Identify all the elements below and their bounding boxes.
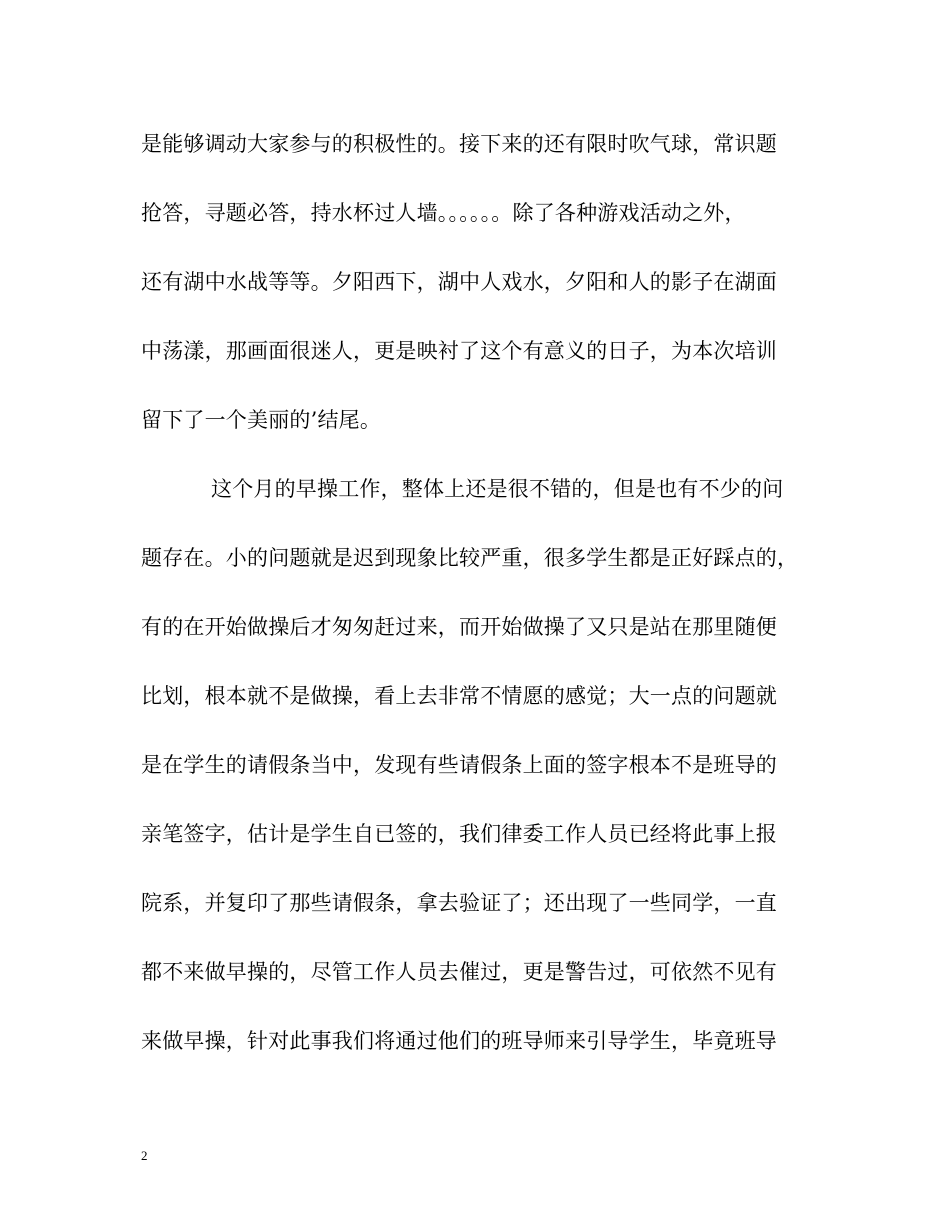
document-body	[141, 126, 811, 1092]
text-line: 还有湖中水战等等。夕阳西下，湖中人戏水，夕阳和人的影子在湖面	[141, 270, 777, 294]
text-line: 院系，并复印了那些请假条，拿去验证了；还出现了一些同学，一直	[141, 891, 777, 915]
text-line: 比划，根本就不是做操，看上去非常不情愿的感觉；大一点的问题就	[141, 684, 777, 708]
text-line: 是在学生的请假条当中，发现有些请假条上面的签字根本不是班导的	[141, 753, 777, 777]
text-line: 都不来做早操的，尽管工作人员去催过，更是警告过，可依然不见有	[141, 960, 777, 984]
text-line: 留下了一个美丽的’结尾。	[141, 408, 382, 432]
text-line: 有的在开始做操后才匆匆赶过来，而开始做操了又只是站在那里随便	[141, 615, 777, 639]
paragraph-first-line: 这个月的早操工作，整体上还是很不错的，但是也有不少的问	[211, 477, 784, 501]
text-line: 是能够调动大家参与的积极性的。接下来的还有限时吹气球，常识题	[141, 132, 777, 156]
text-line: 来做早操，针对此事我们将通过他们的班导师来引导学生，毕竟班导	[141, 1029, 777, 1053]
text-line: 亲笔签字，估计是学生自已签的，我们律委工作人员已经将此事上报	[141, 822, 777, 846]
text-line: 题存在。小的问题就是迟到现象比较严重，很多学生都是正好踩点的，	[141, 546, 799, 570]
text-line: 抢答，寻题必答，持水杯过人墙。。。。。。除了各种游戏活动之外，	[141, 201, 746, 225]
text-line: 中荡漾，那画面很迷人，更是映衬了这个有意义的日子，为本次培训	[141, 339, 777, 363]
page-number: 2	[141, 1148, 148, 1163]
